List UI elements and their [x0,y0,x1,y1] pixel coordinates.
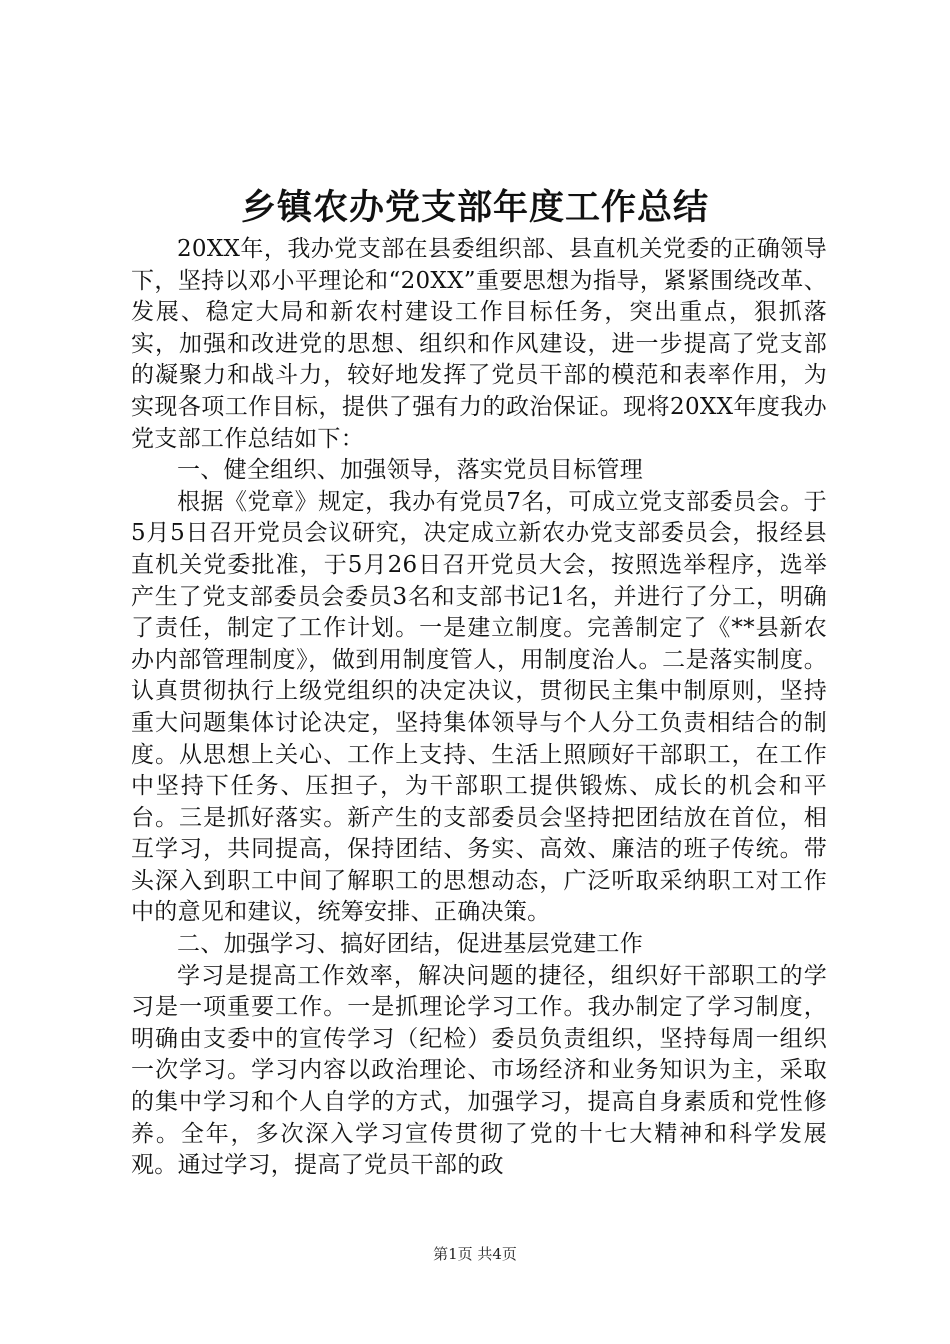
section-heading-2: 二、加强学习、搞好团结，促进基层党建工作 [177,931,643,958]
page-footer: 第1页 共4页 [433,1245,517,1263]
section-heading-1: 一、健全组织、加强领导，落实党员目标管理 [177,457,643,484]
paragraph-section-2: 学习是提高工作效率，解决问题的捷径，组织好干部职工的学习是一项重要工作。一是抓理论学习工作。我办制定了学习制度，明确由支委中的宣传学习（纪检）委员负责组织，坚持每周一组织一次学习。学习内容以政治理论、市场经济和业务知识为主，采取的集中学习和个人自学的方式，加强学习，提高自身素质和党性修养。全年，多次深入学习宣传贯彻了党的十七大精神和科学发展观。通过学习，提高了党员干部的政 [131,962,827,1179]
paragraph-section-1: 根据《党章》规定，我办有党员7名，可成立党支部委员会。于5月5日召开党员会议研究，决定成立新农办党支部委员会，报经县直机关党委批准，于5月26日召开党员大会，按照选举程序，选举产生了党支部委员会委员3名和支部书记1名，并进行了分工，明确了责任，制定了工作计划。一是建立制度。完善制定了《**县新农办内部管理制度》，做到用制度管人，用制度治人。二是落实制度。认真贯彻执行上级党组织的决定决议，贯彻民主集中制原则，坚持重大问题集体讨论决定，坚持集体领导与个人分工负责相结合的制度。从思想上关心、工作上支持、生活上照顾好干部职工，在工作中坚持下任务、压担子，为干部职工提供锻炼、成长的机会和平台。三是抓好落实。新产生的支部委员会坚持把团结放在首位，相互学习，共同提高，保持团结、务实、高效、廉洁的班子传统。带头深入到职工中间了解职工的思想动态，广泛听取采纳职工对工作中的意见和建议，统筹安排、正确决策。 [131,488,827,926]
paragraph-intro: 20XX年，我办党支部在县委组织部、县直机关党委的正确领导下，坚持以邓小平理论和“20XX”重要思想为指导，紧紧围绕改革、发展、稳定大局和新农村建设工作目标任务，突出重点，狠抓落实，加强和改进党的思想、组织和作风建设，进一步提高了党支部的凝聚力和战斗力，较好地发挥了党员干部的模范和表率作用，为实现各项工作目标，提供了强有力的政治保证。现将20XX年度我办党支部工作总结如下： [131,236,827,452]
document-title: 乡镇农办党支部年度工作总结 [240,187,709,228]
document-body [131,234,827,1182]
